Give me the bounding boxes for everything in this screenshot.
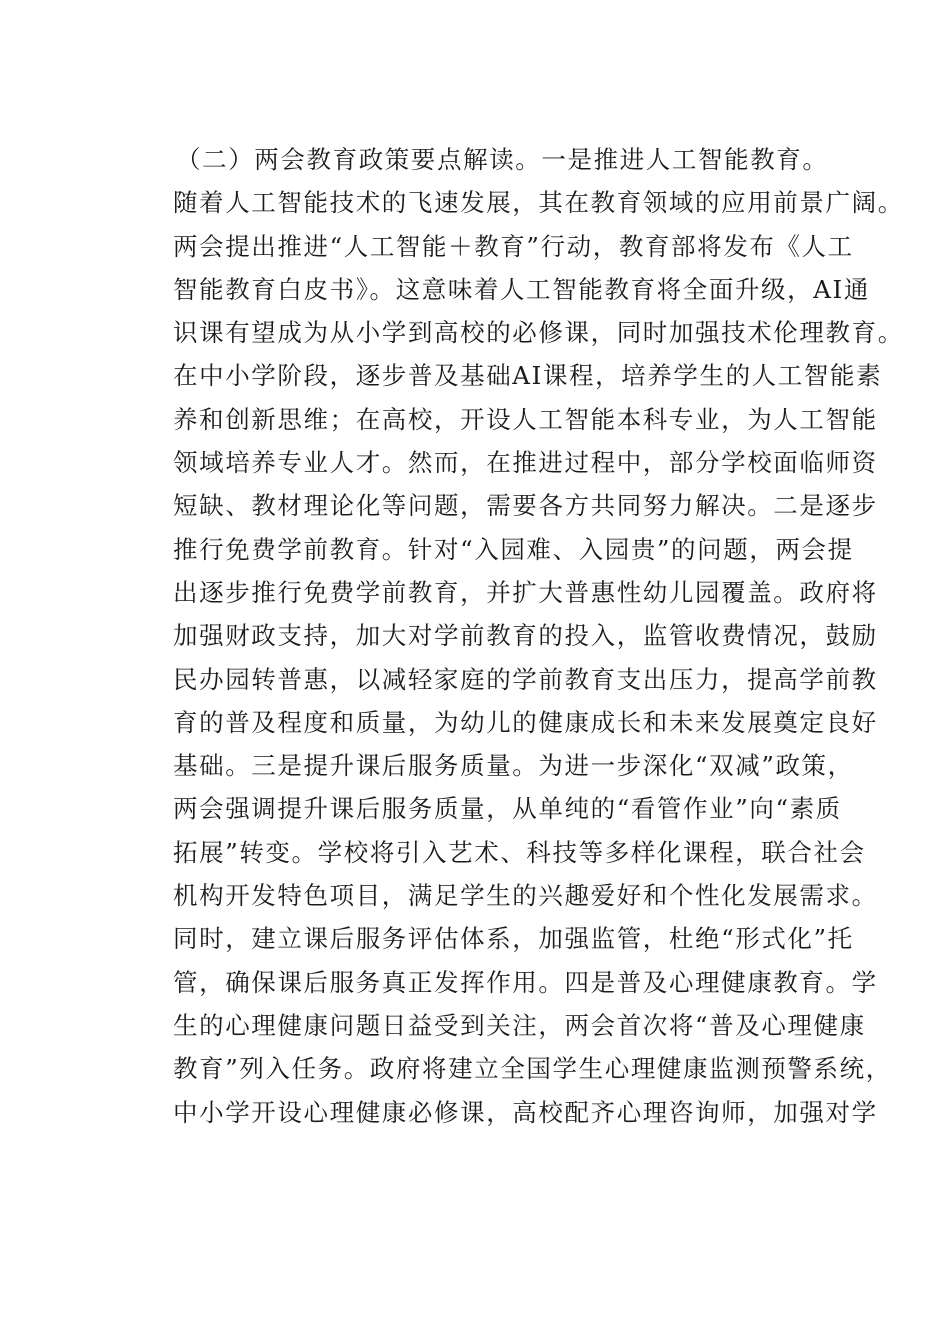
text-line: 短缺、教材理论化等问题，需要各方共同努力解决。二是逐步 [173,491,878,521]
text-line: 生的心理健康问题日益受到关注，两会首次将“普及心理健康 [173,1010,866,1040]
text-line: 教育”列入任务。政府将建立全国学生心理健康监测预警系统， [173,1054,892,1084]
text-line: 同时，建立课后服务评估体系，加强监管，杜绝“形式化”托 [173,924,854,954]
text-line: 管，确保课后服务真正发挥作用。四是普及心理健康教育。学 [173,967,878,997]
text-line: 随着人工智能技术的飞速发展，其在教育领域的应用前景广阔。 [173,188,904,218]
text-line: （二）两会教育政策要点解读。一是推进人工智能教育。 [176,145,829,174]
text-line: 在中小学阶段，逐步普及基础AI课程，培养学生的人工智能素 [173,361,883,391]
text-line: 加强财政支持，加大对学前教育的投入，监管收费情况，鼓励 [173,621,878,651]
text-line: 基础。三是提升课后服务质量。为进一步深化“双减”政策， [173,751,854,781]
text-line: 两会强调提升课后服务质量，从单纯的“看管作业”向“素质 [173,794,842,824]
text-line: 领域培养专业人才。然而，在推进过程中，部分学校面临师资 [173,448,878,478]
body-paragraph [173,138,904,1134]
text-line: 智能教育白皮书》。这意味着人工智能教育将全面升级，AI通 [173,274,870,304]
text-line: 民办园转普惠，以减轻家庭的学前教育支出压力，提高学前教 [173,664,878,694]
text-line: 机构开发特色项目，满足学生的兴趣爱好和个性化发展需求。 [173,881,878,911]
text-line: 两会提出推进“人工智能＋教育”行动，教育部将发布《人工 [173,231,854,261]
text-line: 养和创新思维；在高校，开设人工智能本科专业，为人工智能 [173,404,878,434]
text-line: 识课有望成为从小学到高校的必修课，同时加强技术伦理教育。 [173,318,904,348]
text-line: 中小学开设心理健康必修课，高校配齐心理咨询师，加强对学 [173,1097,878,1127]
text-line: 育的普及程度和质量，为幼儿的健康成长和未来发展奠定良好 [173,707,878,737]
text-line: 拓展”转变。学校将引入艺术、科技等多样化课程，联合社会 [173,837,866,867]
text-line: 出逐步推行免费学前教育，并扩大普惠性幼儿园覆盖。政府将 [173,577,878,607]
text-line: 推行免费学前教育。针对“入园难、入园贵”的问题，两会提 [173,534,854,564]
